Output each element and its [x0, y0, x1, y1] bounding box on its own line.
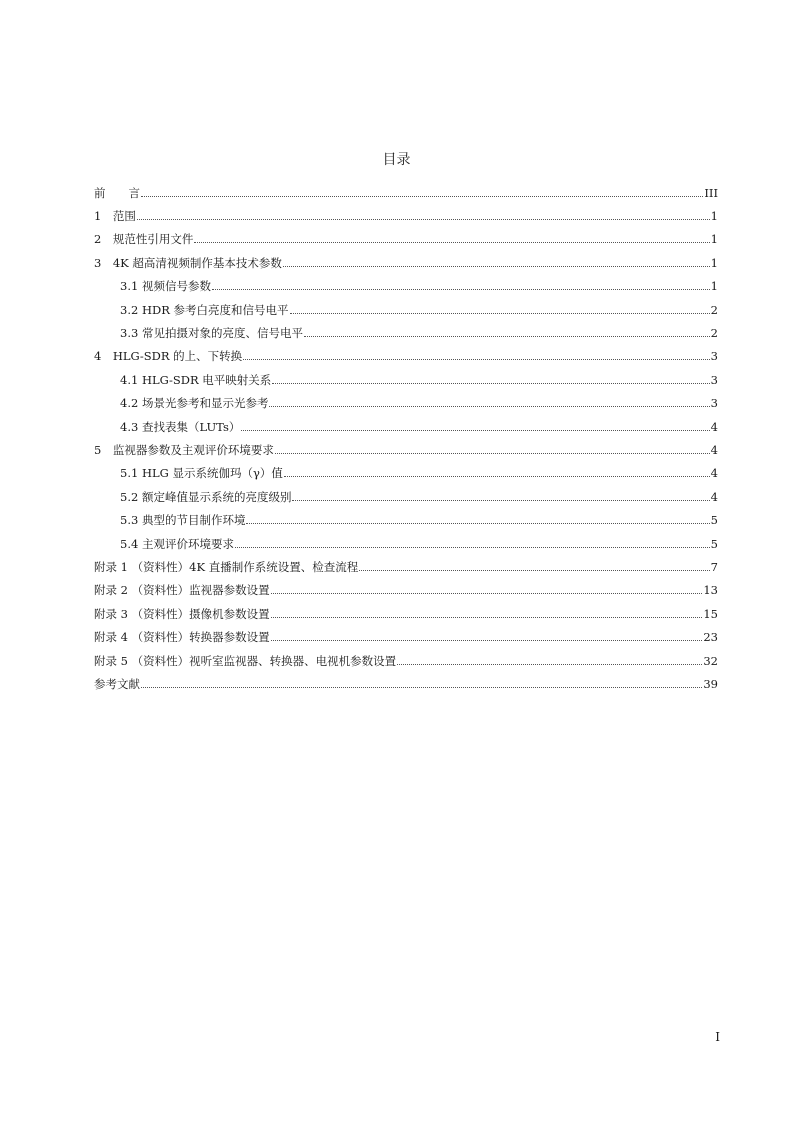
toc-leader-dots — [194, 241, 709, 243]
toc-leader-dots — [243, 358, 709, 360]
toc-entry[interactable] — [94, 392, 718, 415]
toc-leader-dots — [283, 265, 710, 267]
toc-entry[interactable] — [94, 321, 718, 344]
toc-leader-dots — [212, 288, 710, 290]
toc-entry-title: 5.3 典型的节目制作环境 — [120, 513, 246, 528]
toc-entry-title: 4 HLG-SDR 的上、下转换 — [94, 349, 243, 364]
toc-entry-page: 3 — [710, 372, 718, 387]
toc-entry[interactable] — [94, 508, 718, 531]
toc-entry[interactable] — [94, 251, 718, 274]
toc-leader-dots — [141, 195, 703, 197]
toc-entry-title: 1 范围 — [94, 209, 136, 224]
toc-entry-page: 4 — [710, 419, 718, 434]
toc-entry-page: 1 — [710, 279, 718, 294]
toc-leader-dots — [397, 663, 702, 665]
toc-entry-page: III — [704, 185, 718, 200]
toc-entry-page: 5 — [710, 536, 718, 551]
toc-entry-title: 4.2 场景光参考和显示光参考 — [120, 396, 269, 411]
toc-entry-title: 附录 3 （资料性）摄像机参数设置 — [94, 606, 270, 621]
toc-leader-dots — [275, 452, 710, 454]
toc-entry[interactable] — [94, 415, 718, 438]
toc-entry-title: 5.2 额定峰值显示系统的亮度级别 — [120, 489, 292, 504]
toc-entry-page: 4 — [710, 442, 718, 457]
toc-entry-page: 5 — [710, 513, 718, 528]
toc-entry-page: 1 — [710, 255, 718, 270]
toc-entry-title: 5.4 主观评价环境要求 — [120, 536, 234, 551]
toc-entry-page: 23 — [703, 630, 718, 645]
toc-leader-dots — [292, 499, 709, 501]
table-of-contents — [94, 181, 718, 696]
toc-entry-page: 32 — [703, 653, 718, 668]
toc-entry-page: 1 — [710, 209, 718, 224]
toc-entry[interactable] — [94, 532, 718, 555]
toc-entry[interactable] — [94, 228, 718, 251]
toc-entry[interactable] — [94, 602, 718, 625]
toc-leader-dots — [271, 639, 703, 641]
toc-entry[interactable] — [94, 625, 718, 648]
page-number: I — [715, 1030, 720, 1044]
toc-leader-dots — [271, 616, 703, 618]
toc-entry[interactable] — [94, 462, 718, 485]
toc-entry[interactable] — [94, 485, 718, 508]
toc-entry-title: 3.3 常见拍摄对象的亮度、信号电平 — [120, 326, 303, 341]
toc-entry-title: 4.3 查找表集（LUTs） — [120, 419, 241, 434]
toc-leader-dots — [271, 592, 703, 594]
toc-leader-dots — [290, 312, 710, 314]
toc-entry-page: 13 — [703, 583, 718, 598]
toc-entry-page: 4 — [710, 489, 718, 504]
page-title: 目录 — [382, 152, 411, 168]
toc-entry-title: 3.1 视频信号参数 — [120, 279, 211, 294]
toc-leader-dots — [359, 569, 709, 571]
toc-entry[interactable] — [94, 672, 718, 695]
toc-entry-title: 4.1 HLG-SDR 电平映射关系 — [120, 372, 272, 387]
toc-leader-dots — [137, 218, 710, 220]
toc-leader-dots — [269, 405, 709, 407]
toc-entry[interactable] — [94, 204, 718, 227]
toc-entry-page: 3 — [710, 349, 718, 364]
toc-entry-title: 3.2 HDR 参考白亮度和信号电平 — [120, 302, 289, 317]
toc-entry-page: 2 — [710, 326, 718, 341]
toc-entry-page: 4 — [710, 466, 718, 481]
toc-entry[interactable] — [94, 649, 718, 672]
toc-entry-title: 前 言 — [94, 185, 140, 200]
toc-entry-page: 2 — [710, 302, 718, 317]
toc-entry[interactable] — [94, 345, 718, 368]
toc-entry-title: 附录 2 （资料性）监视器参数设置 — [94, 583, 270, 598]
toc-entry-title: 3 4K 超高清视频制作基本技术参数 — [94, 255, 282, 270]
toc-entry-title: 附录 4 （资料性）转换器参数设置 — [94, 630, 270, 645]
toc-entry-page: 15 — [703, 606, 718, 621]
toc-leader-dots — [241, 429, 709, 431]
toc-entry-title: 2 规范性引用文件 — [94, 232, 194, 247]
toc-entry-title: 附录 5 （资料性）视听室监视器、转换器、电视机参数设置 — [94, 653, 397, 668]
toc-entry-page: 7 — [710, 559, 718, 574]
toc-entry-page: 3 — [710, 396, 718, 411]
toc-entry-title: 5.1 HLG 显示系统伽玛（γ）值 — [120, 466, 283, 481]
toc-leader-dots — [272, 382, 709, 384]
toc-leader-dots — [141, 686, 702, 688]
toc-leader-dots — [235, 546, 710, 548]
toc-entry-title: 附录 1 （资料性）4K 直播制作系统设置、检查流程 — [94, 559, 359, 574]
toc-entry-page: 39 — [703, 676, 718, 691]
toc-entry-page: 1 — [710, 232, 718, 247]
toc-entry[interactable] — [94, 298, 718, 321]
toc-entry[interactable] — [94, 555, 718, 578]
toc-entry[interactable] — [94, 275, 718, 298]
toc-entry-title: 参考文献 — [94, 676, 140, 691]
toc-entry[interactable] — [94, 438, 718, 461]
toc-leader-dots — [246, 522, 709, 524]
toc-entry[interactable] — [94, 181, 718, 204]
toc-entry-title: 5 监视器参数及主观评价环境要求 — [94, 442, 274, 457]
toc-leader-dots — [304, 335, 710, 337]
toc-entry[interactable] — [94, 368, 718, 391]
toc-leader-dots — [284, 475, 710, 477]
toc-entry[interactable] — [94, 579, 718, 602]
